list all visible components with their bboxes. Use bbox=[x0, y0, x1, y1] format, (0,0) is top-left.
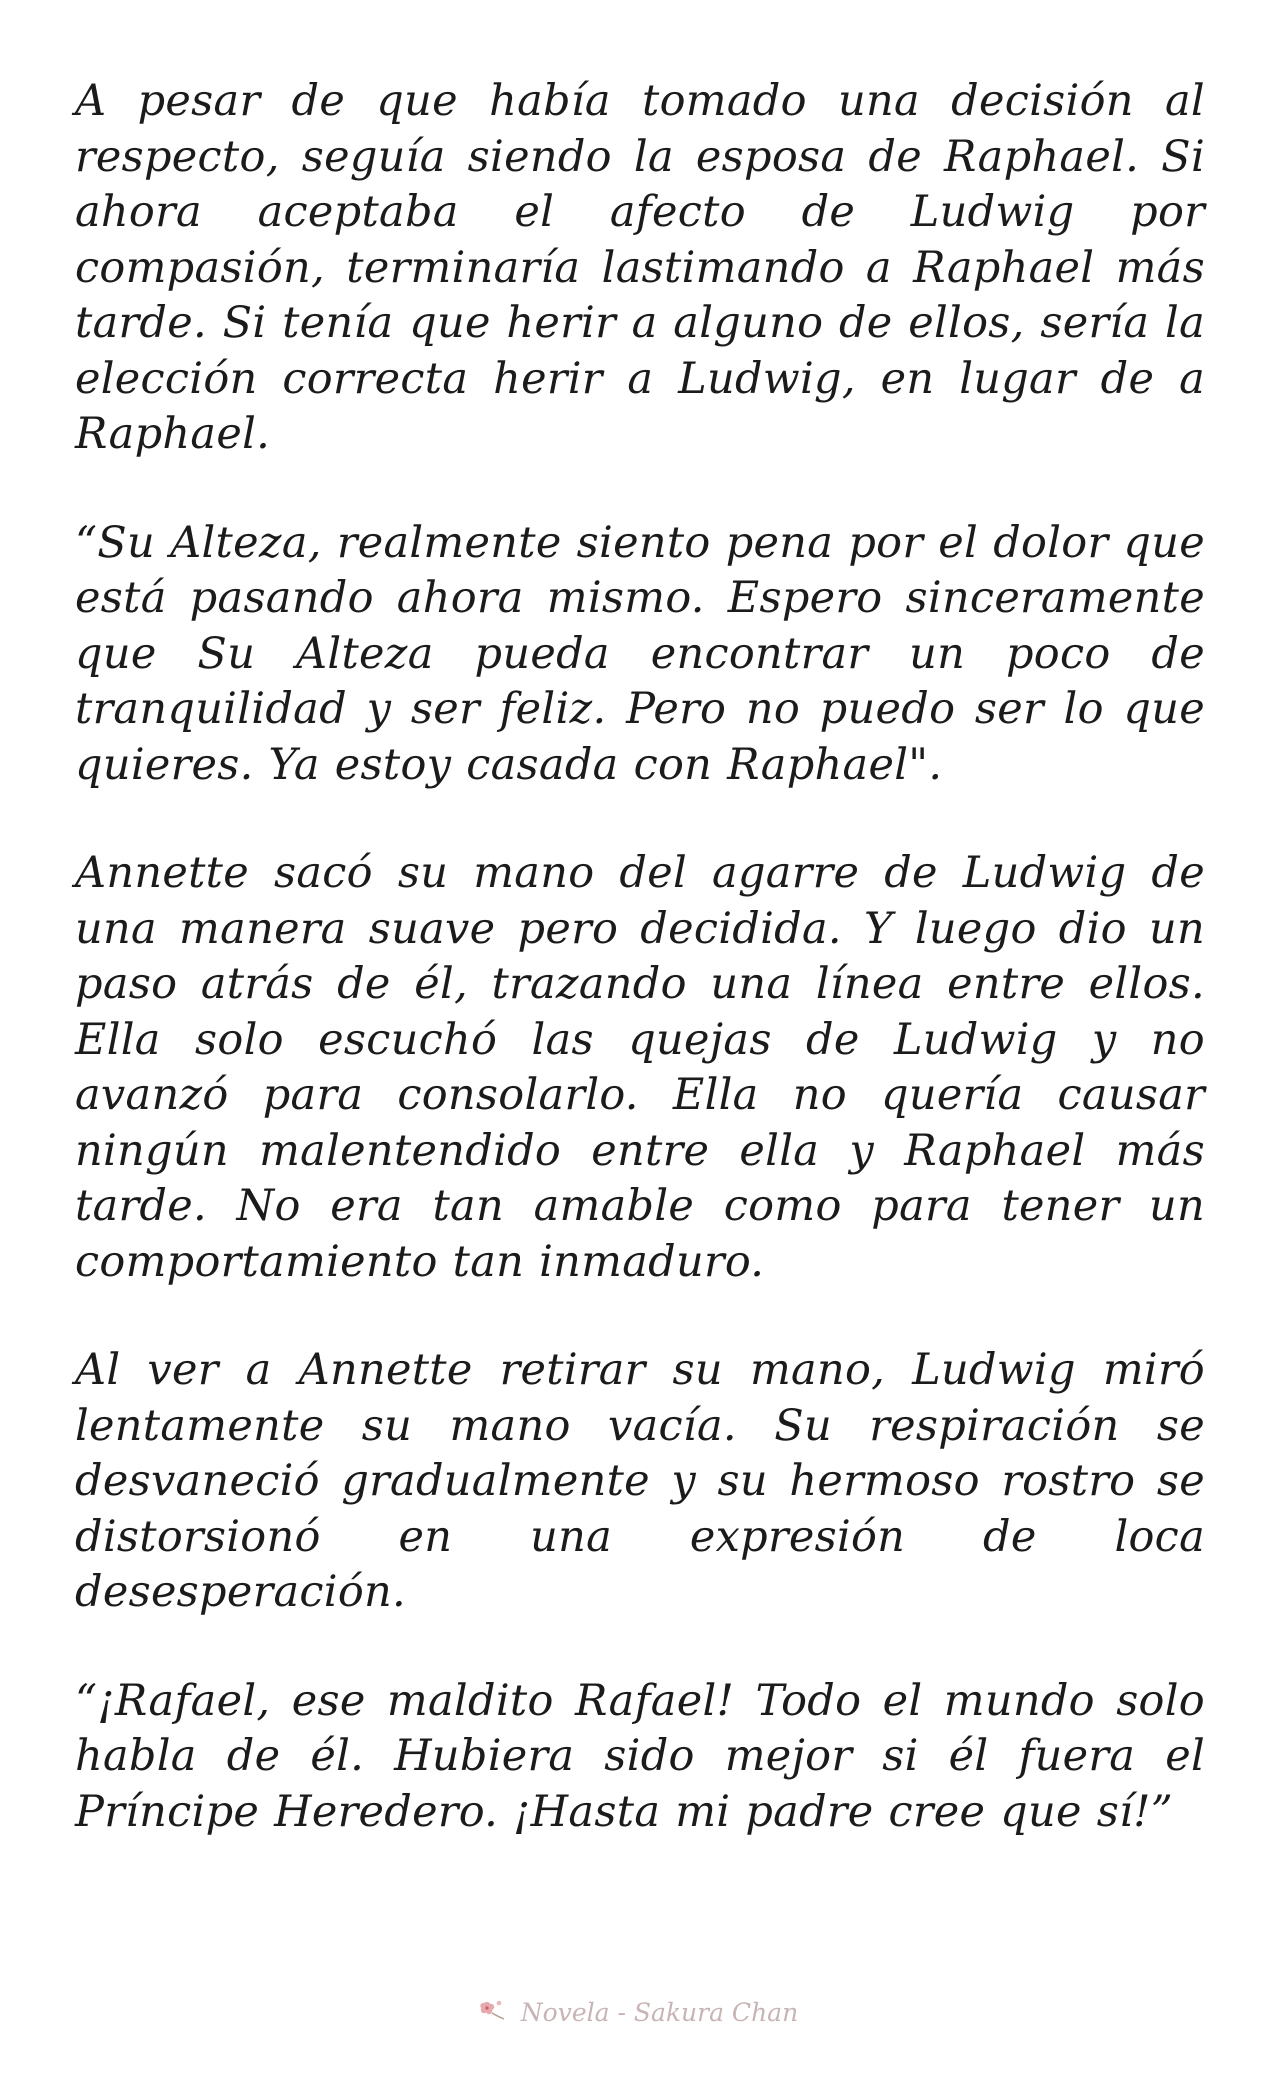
paragraph-4: Al ver a Annette retirar su mano, Ludwig miró lentamente su mano vacía. Su respiración se desvaneció gradualmente y su hermoso rostro se distorsionó en una expresión de loca desesperación. bbox=[75, 1345, 1205, 1617]
document-body bbox=[75, 74, 1205, 1893]
watermark bbox=[0, 1996, 1275, 2029]
paragraph-3: Annette sacó su mano del agarre de Ludwig de una manera suave pero decidida. Y luego dio un paso atrás de él, trazando una línea entre ellos. Ella solo escuchó las quejas de Ludwig y no avanzó para consolarlo. Ella no quería causar ningún malentendido entre ella y Raphael más tarde. No era tan amable como para tener un comportamiento tan inmaduro. bbox=[75, 848, 1205, 1287]
paragraph-1: A pesar de que había tomado una decisión al respecto, seguía siendo la esposa de Raphael. Si ahora aceptaba el afecto de Ludwig por compasión, terminaría lastimando a Raphael más tarde. Si tenía que herir a alguno de ellos, sería la elección correcta herir a Ludwig, en lugar de a Raphael. bbox=[75, 76, 1205, 459]
paragraph-2: “Su Alteza, realmente siento pena por el dolor que está pasando ahora mismo. Espero sinceramente que Su Alteza pueda encontrar un poco de tranquilidad y ser feliz. Pero no puedo ser lo que quieres. Ya estoy casada con Raphael". bbox=[75, 517, 1205, 790]
watermark-text: Novela - Sakura Chan bbox=[520, 1998, 799, 2027]
cherry-blossom-icon bbox=[477, 1997, 507, 2029]
paragraph-5: “¡Rafael, ese maldito Rafael! Todo el mundo solo habla de él. Hubiera sido mejor si él fuera el Príncipe Heredero. ¡Hasta mi padre cree que sí!” bbox=[75, 1675, 1205, 1837]
